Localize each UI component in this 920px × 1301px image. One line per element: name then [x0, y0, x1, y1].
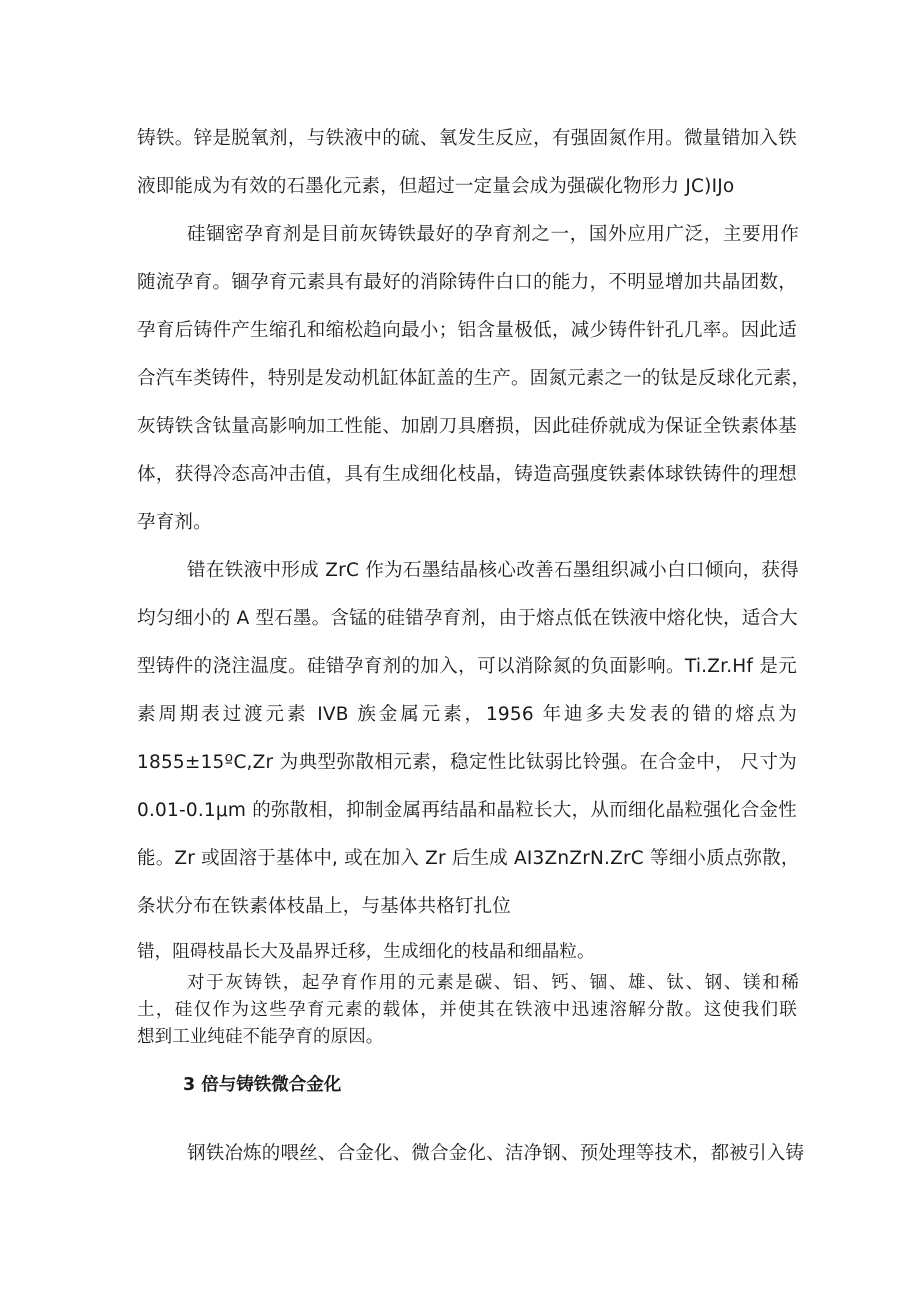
text-line: 体，获得冷态高冲击值，具有生成细化枝晶，铸造高强度铁素体球铁铸件的理想 [137, 464, 797, 485]
text-line: 合汽车类铸件，特别是发动机缸体缸盖的生产。固氮元素之一的钛是反球化元素， [137, 368, 811, 389]
text-line: 孕育后铸件产生缩孔和缩松趋向最小；铝含量极低，减少铸件针孔几率。因此适 [137, 320, 797, 341]
text-line: 条状分布在铁素体枝晶上，与基体共格钉扎位 [137, 896, 512, 917]
text-line: 0.01-0.1μm 的弥散相，抑制金属再结晶和晶粒长大，从而细化晶粒强化合金性 [137, 800, 797, 821]
text-line: 能。Zr 或固溶于基体中, 或在加入 Zr 后生成 AI3ZnZrN.ZrC 等细小质点弥散， [137, 848, 800, 869]
text-line: 错，阻碍枝晶长大及晶界迁移，生成细化的枝晶和细晶粒。 [137, 942, 595, 962]
text-line: 素周期表过渡元素 IVB 族金属元素，1956 年迪多夫发表的错的熔点为 [137, 704, 797, 725]
text-line: 灰铸铁含钛量高影响加工性能、加剧刀具磨损，因此硅侨就成为保证全铁素体基 [137, 416, 797, 437]
text-line: 硅锢密孕育剂是目前灰铸铁最好的孕育剂之一，国外应用广泛，主要用作 [187, 224, 799, 245]
section-heading: 3 倍与铸铁微合金化 [183, 1075, 342, 1095]
text-line: 孕育剂。 [137, 512, 212, 533]
text-line: 对于灰铸铁，起孕育作用的元素是碳、铝、钙、锢、雄、钛、钢、镁和稀 [187, 973, 799, 993]
text-line: 随流孕育。锢孕育元素具有最好的消除铸件白口的能力，不明显增加共晶团数， [137, 272, 797, 293]
text-line: 型铸件的浇注温度。硅错孕育剂的加入，可以消除氮的负面影响。Ti.Zr.Hf 是元 [137, 656, 797, 677]
text-line: 液即能成为有效的石墨化元素，但超过一定量会成为强碳化物形力 JC)IJo [137, 176, 735, 197]
text-line: 土，硅仅作为这些孕育元素的载体，并使其在铁液中迅速溶解分散。这使我们联 [137, 1000, 797, 1020]
text-line: 错在铁液中形成 ZrC 作为石墨结晶核心改善石墨组织减小白口倾向，获得 [187, 560, 799, 581]
text-line: 想到工业纯硅不能孕育的原因。 [137, 1027, 384, 1047]
text-line: 1855±15ºC,Zr 为典型弥散相元素，稳定性比钛弱比铃强。在合金中， 尺寸为 [137, 752, 797, 773]
text-line: 均匀细小的 A 型石墨。含锰的硅错孕育剂，由于熔点低在铁液中熔化快，适合大 [137, 608, 798, 629]
text-line: 钢铁冶炼的喂丝、合金化、微合金化、洁净钢、预处理等技术，都被引入铸 [187, 1143, 805, 1164]
text-line: 铸铁。锌是脱氧剂，与铁液中的硫、氧发生反应，有强固氮作用。微量错加入铁 [137, 128, 797, 149]
